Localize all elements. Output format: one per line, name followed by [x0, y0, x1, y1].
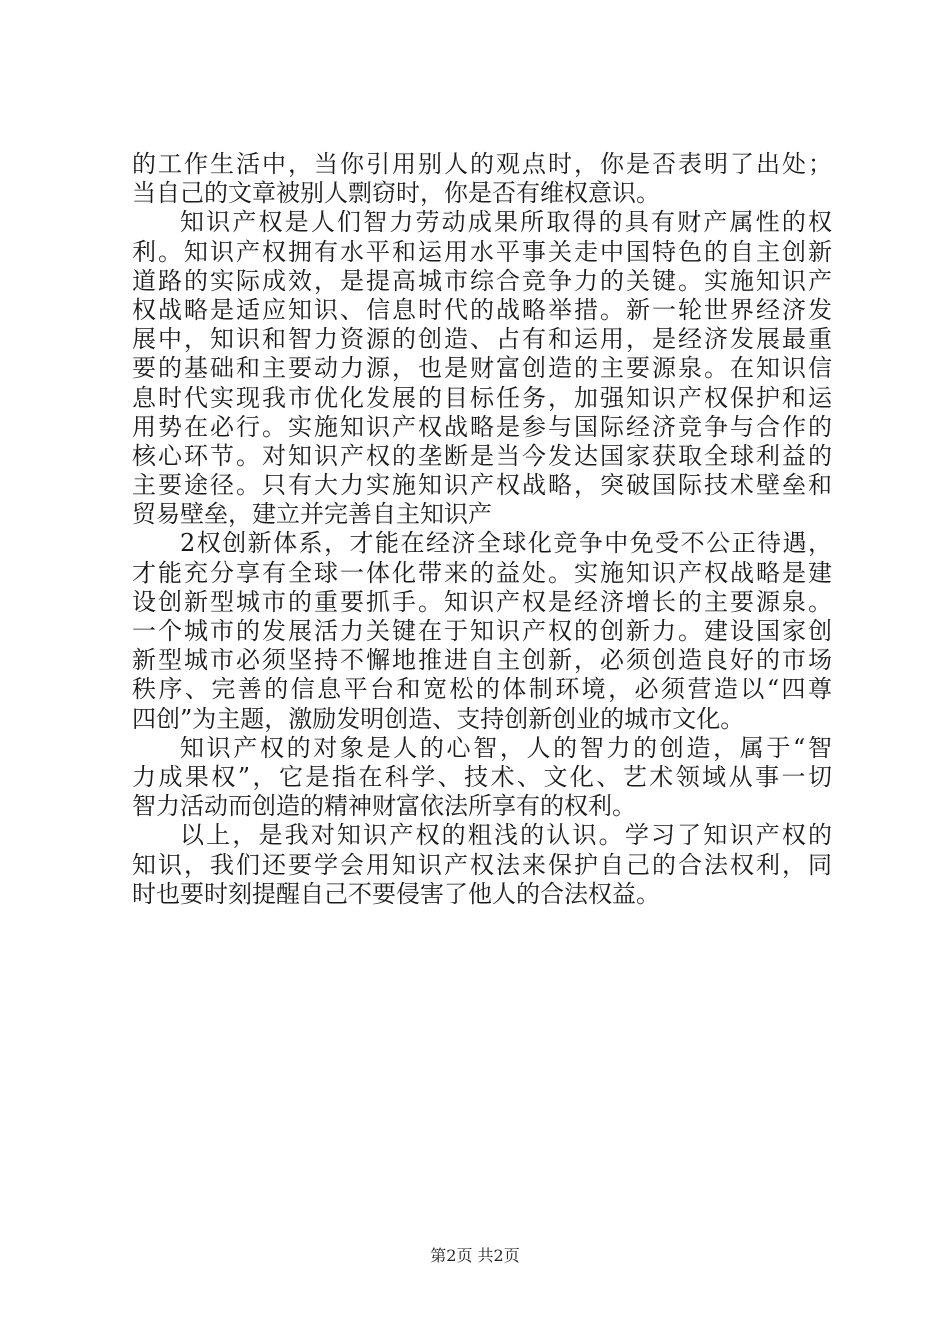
text-line: 新型城市必须坚持不懈地推进自主创新，必须创造良好的市场 — [132, 646, 832, 675]
paragraph-first-line: 2权创新体系，才能在经济全球化竞争中免受不公正待遇， — [180, 529, 832, 558]
text-line: 智力活动而创造的精神财富依法所享有的权利。 — [132, 792, 636, 821]
text-line: 四创”为主题，激励发明创造、支持创新创业的城市文化。 — [132, 704, 745, 733]
paragraph-first-line: 以上，是我对知识产权的粗浅的认识。学习了知识产权的 — [180, 821, 832, 850]
text-line: 利。知识产权拥有水平和运用水平事关走中国特色的自主创新 — [132, 237, 832, 266]
text-line: 一个城市的发展活力关键在于知识产权的创新力。建设国家创 — [132, 617, 832, 645]
text-line: 展中，知识和智力资源的创造、占有和运用，是经济发展最重 — [132, 325, 832, 354]
page-number-footer: 第2页 共2页 — [430, 1246, 520, 1265]
text-line: 主要途径。只有大力实施知识产权战略，突破国际技术壁垒和 — [132, 471, 832, 500]
text-line: 核心环节。对知识产权的垄断是当今发达国家获取全球利益的 — [132, 441, 832, 470]
text-line: 贸易壁垒，建立并完善自主知识产 — [132, 500, 492, 529]
text-line: 的工作生活中，当你引用别人的观点时，你是否表明了出处； — [132, 150, 832, 178]
text-line: 设创新型城市的重要抓手。知识产权是经济增长的主要源泉。 — [132, 587, 832, 616]
text-line: 秩序、完善的信息平台和宽松的体制环境，必须营造以“四尊 — [132, 675, 832, 704]
text-line: 要的基础和主要动力源，也是财富创造的主要源泉。在知识信 — [132, 354, 832, 383]
text-line: 当自己的文章被别人剽窃时，你是否有维权意识。 — [132, 179, 660, 208]
text-line: 息时代实现我市优化发展的目标任务，加强知识产权保护和运 — [132, 383, 832, 412]
paragraph-first-line: 知识产权是人们智力劳动成果所取得的具有财产属性的权 — [180, 208, 832, 237]
text-line: 道路的实际成效，是提高城市综合竞争力的关键。实施知识产 — [132, 266, 832, 295]
text-line: 知识，我们还要学会用知识产权法来保护自己的合法权利，同 — [132, 850, 832, 879]
text-line: 时也要时刻提醒自己不要侵害了他人的合法权益。 — [132, 879, 660, 908]
document-body — [132, 150, 832, 909]
text-line: 才能充分享有全球一体化带来的益处。实施知识产权战略是建 — [132, 558, 832, 587]
text-line: 用势在必行。实施知识产权战略是参与国际经济竞争与合作的 — [132, 412, 832, 441]
text-line: 权战略是适应知识、信息时代的战略举措。新一轮世界经济发 — [132, 295, 832, 324]
paragraph-first-line: 知识产权的对象是人的心智，人的智力的创造，属于“智 — [180, 733, 832, 762]
text-line: 力成果权”，它是指在科学、技术、文化、艺术领域从事一切 — [132, 762, 832, 791]
